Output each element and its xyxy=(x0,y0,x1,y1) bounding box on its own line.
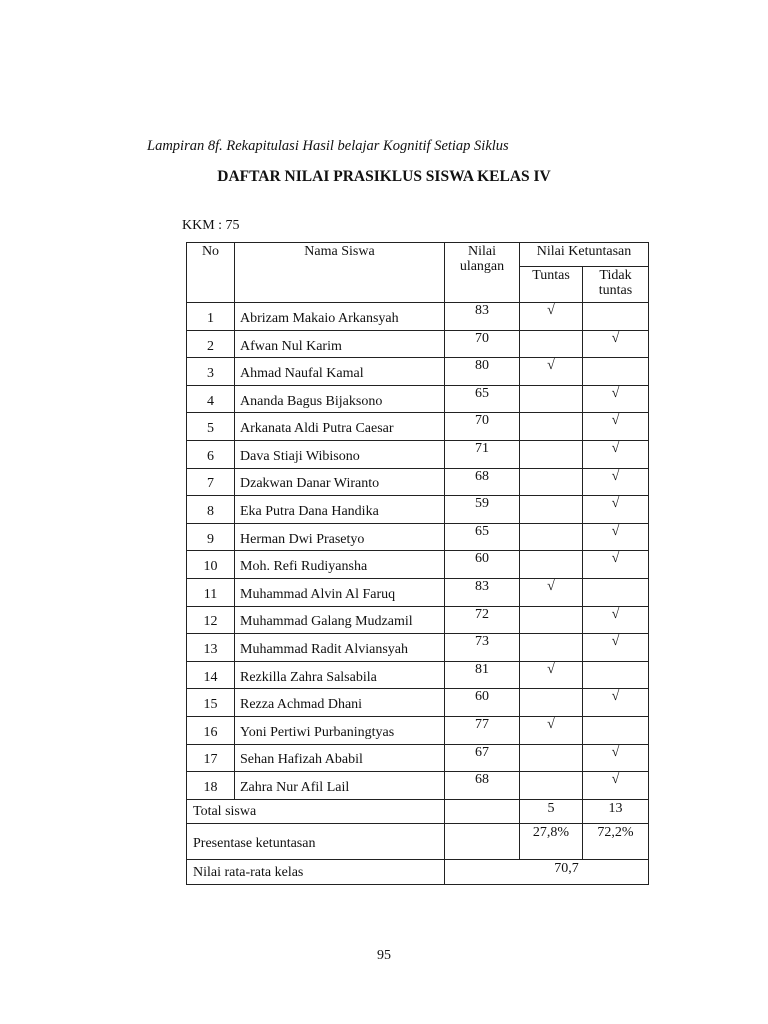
row-name: Muhammad Galang Mudzamil xyxy=(235,606,445,634)
appendix-caption: Lampiran 8f. Rekapitulasi Hasil belajar Kognitif Setiap Siklus xyxy=(147,138,509,154)
row-tidak-tuntas: √ xyxy=(583,413,649,441)
row-tuntas: √ xyxy=(520,578,583,606)
table-row xyxy=(187,551,649,579)
row-name: Rezkilla Zahra Salsabila xyxy=(235,661,445,689)
table-summary xyxy=(187,799,649,884)
table-row xyxy=(187,689,649,717)
grades-table xyxy=(186,242,649,885)
row-tuntas xyxy=(520,330,583,358)
header-tuntas: Tuntas xyxy=(520,267,583,303)
row-name: Abrizam Makaio Arkansyah xyxy=(235,303,445,331)
row-nilai: 65 xyxy=(445,523,520,551)
row-nilai: 70 xyxy=(445,413,520,441)
row-tuntas xyxy=(520,772,583,800)
table-row xyxy=(187,303,649,331)
persen-label: Presentase ketuntasan xyxy=(187,823,445,859)
row-nilai: 71 xyxy=(445,440,520,468)
row-tidak-tuntas: √ xyxy=(583,330,649,358)
row-no: 14 xyxy=(187,661,235,689)
row-tuntas: √ xyxy=(520,661,583,689)
row-nilai: 65 xyxy=(445,385,520,413)
row-no: 1 xyxy=(187,303,235,331)
row-no: 5 xyxy=(187,413,235,441)
row-name: Arkanata Aldi Putra Caesar xyxy=(235,413,445,441)
row-tidak-tuntas xyxy=(583,716,649,744)
row-tidak-tuntas: √ xyxy=(583,468,649,496)
row-name: Yoni Pertiwi Purbaningtyas xyxy=(235,716,445,744)
row-no: 4 xyxy=(187,385,235,413)
table-row xyxy=(187,468,649,496)
row-nilai: 68 xyxy=(445,468,520,496)
row-tuntas xyxy=(520,634,583,662)
row-nilai: 72 xyxy=(445,606,520,634)
table-row xyxy=(187,634,649,662)
row-name: Muhammad Radit Alviansyah xyxy=(235,634,445,662)
row-nilai: 60 xyxy=(445,551,520,579)
row-no: 10 xyxy=(187,551,235,579)
row-tuntas: √ xyxy=(520,303,583,331)
table-row xyxy=(187,440,649,468)
row-tuntas xyxy=(520,468,583,496)
row-nilai: 67 xyxy=(445,744,520,772)
row-tuntas xyxy=(520,496,583,524)
table-body xyxy=(187,303,649,800)
row-tidak-tuntas: √ xyxy=(583,689,649,717)
row-nilai: 83 xyxy=(445,578,520,606)
table-row xyxy=(187,330,649,358)
document-title: DAFTAR NILAI PRASIKLUS SISWA KELAS IV xyxy=(217,168,551,185)
row-tuntas xyxy=(520,551,583,579)
table-row xyxy=(187,716,649,744)
persen-tidak-tuntas: 72,2% xyxy=(583,823,649,859)
row-nilai: 73 xyxy=(445,634,520,662)
row-no: 12 xyxy=(187,606,235,634)
row-name: Ahmad Naufal Kamal xyxy=(235,358,445,386)
row-name: Ananda Bagus Bijaksono xyxy=(235,385,445,413)
row-no: 3 xyxy=(187,358,235,386)
row-name: Eka Putra Dana Handika xyxy=(235,496,445,524)
row-no: 11 xyxy=(187,578,235,606)
row-tidak-tuntas: √ xyxy=(583,385,649,413)
table-row xyxy=(187,661,649,689)
row-name: Afwan Nul Karim xyxy=(235,330,445,358)
row-tidak-tuntas: √ xyxy=(583,772,649,800)
row-tidak-tuntas: √ xyxy=(583,606,649,634)
row-no: 15 xyxy=(187,689,235,717)
row-nilai: 59 xyxy=(445,496,520,524)
table-row xyxy=(187,523,649,551)
row-nilai: 77 xyxy=(445,716,520,744)
row-tuntas: √ xyxy=(520,358,583,386)
row-tidak-tuntas xyxy=(583,303,649,331)
row-name: Rezza Achmad Dhani xyxy=(235,689,445,717)
row-no: 2 xyxy=(187,330,235,358)
row-name: Muhammad Alvin Al Faruq xyxy=(235,578,445,606)
header-nilai: Nilai ulangan xyxy=(445,243,520,303)
row-name: Sehan Hafizah Ababil xyxy=(235,744,445,772)
total-nilai-cell xyxy=(445,799,520,823)
row-name: Dzakwan Danar Wiranto xyxy=(235,468,445,496)
row-nilai: 70 xyxy=(445,330,520,358)
total-tidak-tuntas: 13 xyxy=(583,799,649,823)
row-no: 13 xyxy=(187,634,235,662)
row-tuntas xyxy=(520,413,583,441)
row-tidak-tuntas: √ xyxy=(583,496,649,524)
row-tuntas xyxy=(520,440,583,468)
total-tuntas: 5 xyxy=(520,799,583,823)
kkm-label: KKM : 75 xyxy=(182,218,240,233)
table-row xyxy=(187,496,649,524)
row-tuntas xyxy=(520,385,583,413)
row-name: Herman Dwi Prasetyo xyxy=(235,523,445,551)
row-tidak-tuntas: √ xyxy=(583,440,649,468)
row-no: 6 xyxy=(187,440,235,468)
total-label: Total siswa xyxy=(187,799,445,823)
row-tidak-tuntas xyxy=(583,358,649,386)
row-tidak-tuntas xyxy=(583,578,649,606)
rata-label: Nilai rata-rata kelas xyxy=(187,859,445,884)
row-no: 18 xyxy=(187,772,235,800)
row-no: 9 xyxy=(187,523,235,551)
row-tuntas: √ xyxy=(520,716,583,744)
row-tidak-tuntas: √ xyxy=(583,523,649,551)
header-no: No xyxy=(187,243,235,303)
table-row xyxy=(187,744,649,772)
table-row xyxy=(187,385,649,413)
row-tuntas xyxy=(520,523,583,551)
header-name: Nama Siswa xyxy=(235,243,445,303)
row-no: 17 xyxy=(187,744,235,772)
row-no: 8 xyxy=(187,496,235,524)
rata-value: 70,7 xyxy=(445,859,649,884)
row-nilai: 81 xyxy=(445,661,520,689)
row-tidak-tuntas: √ xyxy=(583,744,649,772)
row-tuntas xyxy=(520,744,583,772)
table-row xyxy=(187,358,649,386)
table-row xyxy=(187,772,649,800)
row-tidak-tuntas xyxy=(583,661,649,689)
row-nilai: 80 xyxy=(445,358,520,386)
table-row xyxy=(187,578,649,606)
table-row xyxy=(187,413,649,441)
row-name: Dava Stiaji Wibisono xyxy=(235,440,445,468)
row-tuntas xyxy=(520,606,583,634)
table-row xyxy=(187,606,649,634)
persen-tuntas: 27,8% xyxy=(520,823,583,859)
header-ketuntasan: Nilai Ketuntasan xyxy=(520,243,649,267)
row-no: 16 xyxy=(187,716,235,744)
page-number: 95 xyxy=(377,948,391,963)
row-tidak-tuntas: √ xyxy=(583,634,649,662)
row-nilai: 83 xyxy=(445,303,520,331)
persen-nilai-cell xyxy=(445,823,520,859)
row-tidak-tuntas: √ xyxy=(583,551,649,579)
header-tidak-tuntas: Tidak tuntas xyxy=(583,267,649,303)
row-name: Moh. Refi Rudiyansha xyxy=(235,551,445,579)
row-nilai: 60 xyxy=(445,689,520,717)
row-nilai: 68 xyxy=(445,772,520,800)
row-name: Zahra Nur Afil Lail xyxy=(235,772,445,800)
row-tuntas xyxy=(520,689,583,717)
row-no: 7 xyxy=(187,468,235,496)
